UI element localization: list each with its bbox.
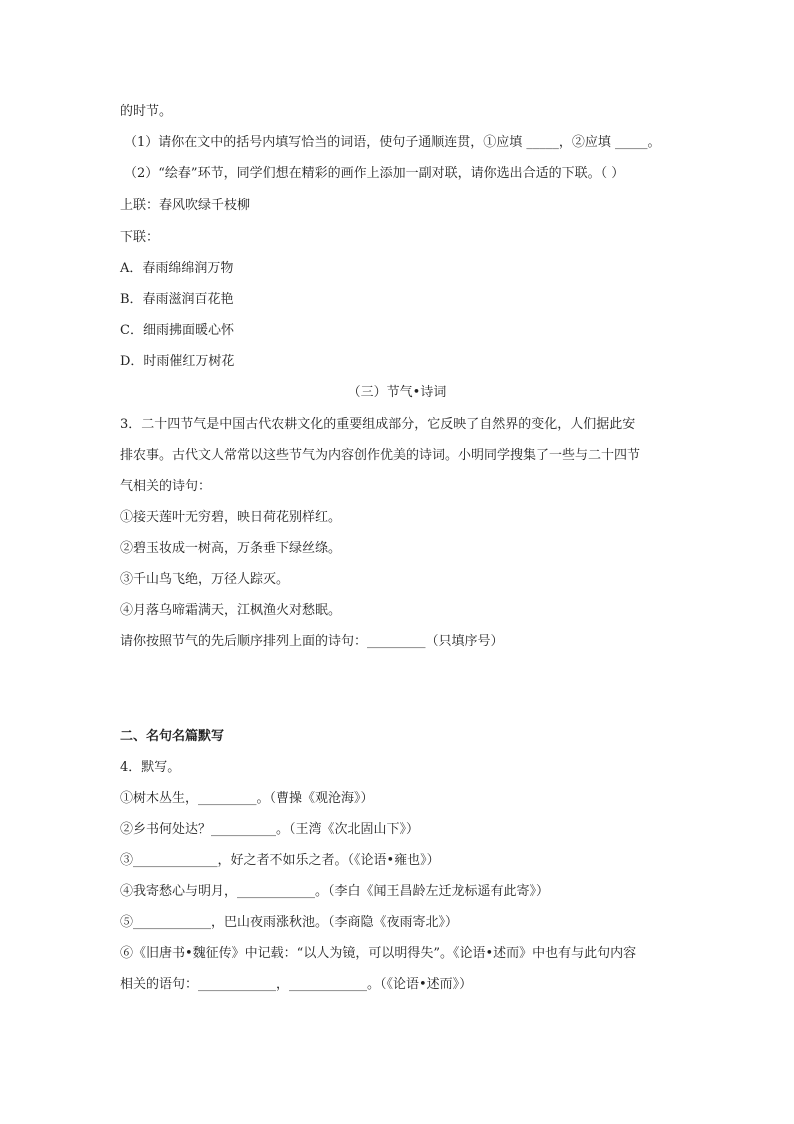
poem-1: ①接天莲叶无穷碧，映日荷花别样红。 [120, 510, 342, 525]
couplet-upper: 上联：春风吹绿千枝柳 [120, 198, 251, 213]
poem-2: ②碧玉妆成一树高，万条垂下绿丝绦。 [120, 541, 342, 556]
question-2-2: （2）“绘春”环节，同学们想在精彩的画作上添加一副对联，请你选出合适的下联。（ ） [124, 166, 625, 181]
option-b: B．春雨滋润百花艳 [120, 292, 234, 307]
couplet-lower-label: 下联： [120, 230, 160, 245]
dictation-6-line-2: 相关的语句：____________，____________。（《论语•述而》） [120, 977, 473, 992]
dictation-1: ①树木丛生，_________。（曹操《观沧海》） [120, 791, 374, 806]
question-3-line-1: 3．二十四节气是中国古代农耕文化的重要组成部分，它反映了自然界的变化，人们据此安 [120, 417, 636, 432]
dictation-4: ④我寄愁心与明月，____________。（李白《闻王昌龄左迁龙标遥有此寄》） [120, 884, 550, 899]
option-d: D．时雨催红万树花 [120, 354, 235, 369]
question-3-line-3: 气相关的诗句： [120, 479, 212, 494]
question-2-1: （1）请你在文中的括号内填写恰当的词语，使句子通顺连贯，①应填 _____，②应填 _____。 [124, 135, 661, 150]
section-heading: （三）节气•诗词 [347, 385, 447, 400]
poem-4: ④月落乌啼霜满天，江枫渔火对愁眠。 [120, 603, 342, 618]
dictation-3: ③_____________，好之者不如乐之者。（《论语•雍也》） [120, 853, 440, 868]
text-line: 的时节。 [120, 104, 173, 119]
dictation-2: ②乡书何处达？__________。（王湾《次北固山下》） [120, 822, 420, 837]
question-4-title: 4．默写。 [120, 760, 181, 775]
option-a: A．春雨绵绵润万物 [120, 261, 234, 276]
poem-3: ③千山鸟飞绝，万径人踪灭。 [120, 572, 290, 587]
dictation-5: ⑤____________，巴山夜雨涨秋池。（李商隐《夜雨寄北》） [120, 915, 459, 930]
question-3-line-2: 排农事。古代文人常常以这些节气为内容创作优美的诗词。小明同学搜集了一些与二十四节 [120, 448, 641, 463]
question-3-prompt: 请你按照节气的先后顺序排列上面的诗句：_________（只填序号） [120, 634, 504, 649]
dictation-6-line-1: ⑥《旧唐书•魏征传》中记载：“以人为镜，可以明得失”。《论语•述而》中也有与此句内容 [120, 946, 637, 961]
option-c: C．细雨拂面暖心怀 [120, 323, 234, 338]
part-2-heading: 二、名句名篇默写 [120, 729, 225, 744]
